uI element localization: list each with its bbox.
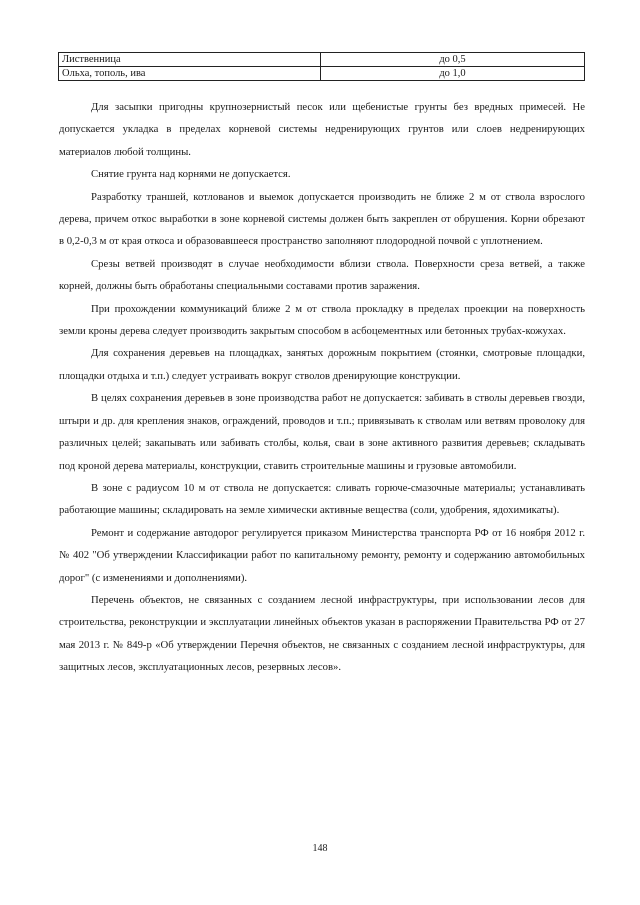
- table-cell-species: Ольха, тополь, ива: [59, 67, 321, 81]
- paragraph: При прохождении коммуникаций ближе 2 м от ствола прокладку в пределах проекции на поверхность земли кроны дерева следует производить закрытым способом в асбоцементных или бетонных трубах-кожухах.: [59, 302, 585, 338]
- paragraph: Срезы ветвей производят в случае необходимости вблизи ствола. Поверхности среза ветвей, а также корней, должны быть обработаны специальными составами против заражения.: [59, 257, 585, 293]
- paragraph: Для засыпки пригодны крупнозернистый песок или щебенистые грунты без вредных примесей. Не допускается укладка в пределах корневой системы недренирующих грунтов или слоев недренирующих материалов любой толщины.: [59, 101, 585, 158]
- table-cell-value: до 0,5: [321, 53, 585, 67]
- paragraph: Для сохранения деревьев на площадках, занятых дорожным покрытием (стоянки, смотровые площадки, площадки отдыха и т.п.) следует устраивать вокруг стволов дренирующие конструкции.: [59, 347, 585, 382]
- table-row: [59, 67, 585, 81]
- tree-distance-table: [58, 52, 585, 81]
- paragraph: В целях сохранения деревьев в зоне производства работ не допускается: забивать в стволы деревьев гвозди, штыри и др. для крепления знаков, ограждений, проводов и т.п.; привязывать к стволам или ветвям проволоку для различных целей; закапывать или забивать столбы, колья, сваи в зоне активного развития деревьев; складывать под кроной дерева материалы, конструкции, ставить строительные машины и грузовые автомобили.: [59, 392, 585, 472]
- body-text: [59, 96, 585, 679]
- paragraph: В зоне с радиусом 10 м от ствола не допускается: сливать горюче-смазочные материалы; устанавливать работающие машины; складировать на земле химически активные вещества (соли, удобрения, ядохимикаты).: [59, 481, 585, 517]
- table-row: [59, 53, 585, 67]
- table-cell-species: Лиственница: [59, 53, 321, 67]
- paragraph: Снятие грунта над корнями не допускается.: [91, 168, 291, 181]
- table-cell-value: до 1,0: [321, 67, 585, 81]
- page-number: 148: [312, 843, 328, 854]
- paragraph: Перечень объектов, не связанных с созданием лесной инфраструктуры, при использовании лесов для строительства, реконструкции и эксплуатации линейных объектов указан в распоряжении Правительства РФ от 27 мая 2013 г. № 849-р «Об утверждении Перечня объектов, не связанных с созданием лесной инфраструктуры, для защитных лесов, эксплуатационных лесов, резервных лесов».: [59, 593, 585, 674]
- paragraph: Ремонт и содержание автодорог регулируется приказом Министерства транспорта РФ от 16 ноября 2012 г. № 402 "Об утверждении Классификации работ по капитальному ремонту, ремонту и содержанию автомобильных дорог" (с изменениями и дополнениями).: [59, 526, 585, 584]
- paragraph: Разработку траншей, котлованов и выемок допускается производить не ближе 2 м от ствола взрослого дерева, причем откос выработки в зоне корневой системы должен быть закреплен от обрушения. Корни обрезают в 0,2-0,3 м от края откоса и образовавшееся пространство заполняют плодородной почвой с уплотнением.: [59, 190, 585, 248]
